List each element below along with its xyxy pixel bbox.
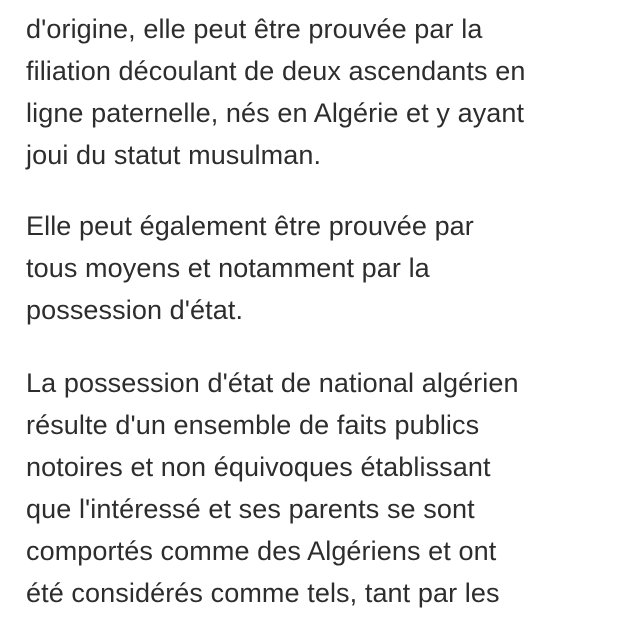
text-line: Elle peut également être prouvée par xyxy=(26,211,474,241)
text-line: résulte d'un ensemble de faits publics xyxy=(26,410,480,440)
text-line: d'origine, elle peut être prouvée par la xyxy=(26,14,483,44)
text-line: tous moyens et notamment par la xyxy=(26,253,430,283)
paragraph-nationality-proof-filiation xyxy=(26,0,525,176)
paragraph-possession-of-status xyxy=(26,362,519,614)
text-line: ligne paternelle, nés en Algérie et y ayant xyxy=(26,98,525,128)
text-line: que l'intéressé et ses parents se sont xyxy=(26,494,475,524)
text-line: joui du statut musulman. xyxy=(26,140,322,170)
text-line: La possession d'état de national algérien xyxy=(26,368,519,398)
text-line: filiation découlant de deux ascendants en xyxy=(26,56,526,86)
text-line: été considérés comme tels, tant par les xyxy=(26,578,500,608)
text-line: comportés comme des Algériens et ont xyxy=(26,536,497,566)
text-line: notoires et non équivoques établissant xyxy=(26,452,491,482)
paragraph-proof-any-means xyxy=(26,205,474,331)
text-line: possession d'état. xyxy=(26,295,244,325)
